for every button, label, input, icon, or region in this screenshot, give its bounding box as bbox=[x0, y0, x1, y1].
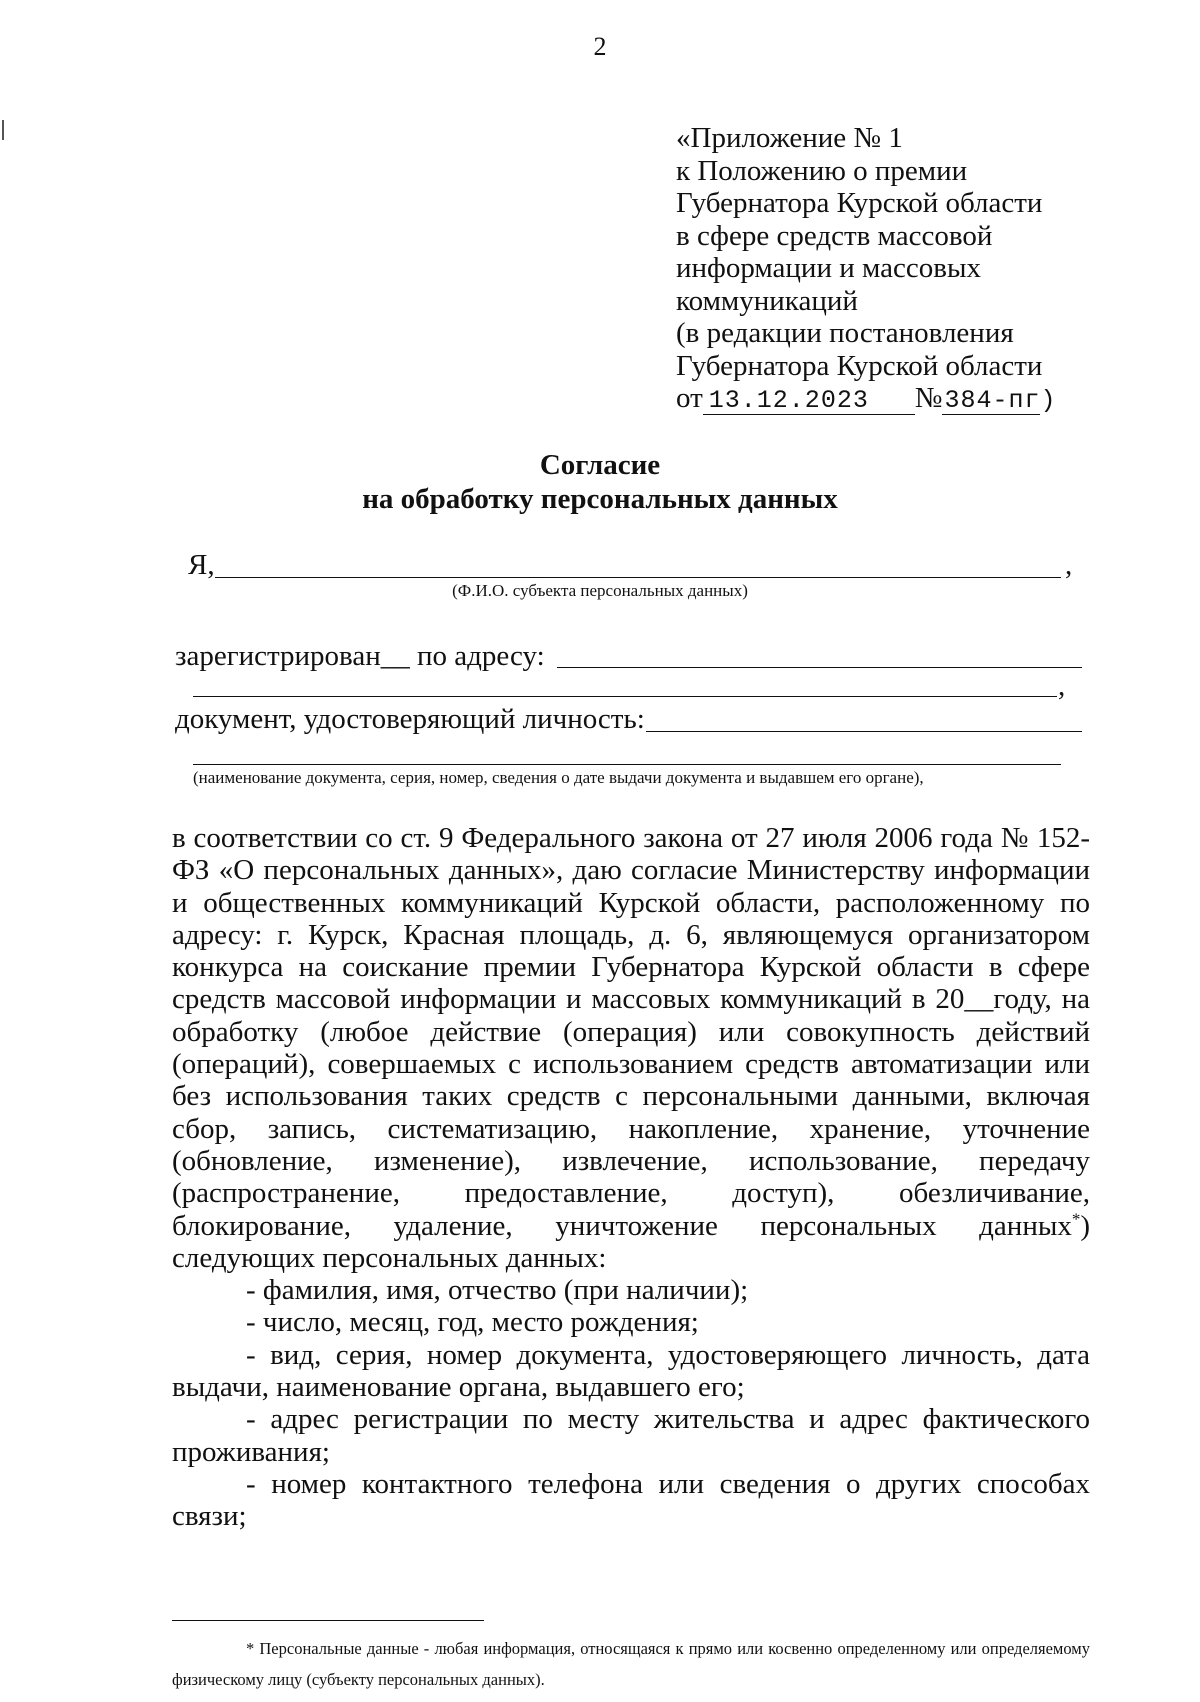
date-prefix: от bbox=[676, 382, 703, 414]
title-line-1: Согласие bbox=[539, 449, 661, 481]
registered-label: зарегистрирован__ по адресу: bbox=[175, 640, 545, 672]
document-label: документ, удостоверяющий личность: bbox=[175, 703, 645, 735]
appendix-header bbox=[676, 122, 1057, 418]
appendix-line: Губернатора Курской области bbox=[676, 187, 1043, 219]
appendix-line: в сфере средств массовой bbox=[676, 219, 993, 252]
appendix-date-line bbox=[676, 382, 1057, 418]
document-underline-2 bbox=[193, 764, 1061, 765]
consent-paragraph-end: ) следующих персональных данных: bbox=[172, 1209, 1090, 1274]
consent-paragraph bbox=[172, 822, 1090, 1274]
list-item: - адрес регистрации по месту жительства и адрес фактического проживания; bbox=[172, 1403, 1090, 1468]
address-comma: , bbox=[1058, 670, 1066, 702]
fio-underline bbox=[215, 577, 1061, 578]
appendix-line: Губернатора Курской области bbox=[676, 349, 1043, 382]
footnote bbox=[172, 1633, 1090, 1695]
page-number: 2 bbox=[593, 32, 607, 61]
appendix-line: «Приложение № 1 bbox=[676, 122, 903, 154]
footnote-separator bbox=[172, 1620, 484, 1621]
appendix-line: информации и массовых bbox=[676, 252, 981, 284]
consent-body bbox=[172, 822, 1090, 1533]
footnote-text: * Персональные данные - любая информация, относящаяся к прямо или косвенно определенному или определяемому физическому лицу (субъекту персональных данных). bbox=[172, 1639, 1090, 1689]
scan-edge-mark bbox=[2, 120, 4, 140]
document-underline bbox=[646, 731, 1082, 732]
list-item: - номер контактного телефона или сведения о других способах связи; bbox=[172, 1467, 1090, 1533]
footnote-mark: * bbox=[1071, 1208, 1081, 1228]
list-item: - число, месяц, год, место рождения; bbox=[246, 1306, 699, 1339]
fio-hint: (Ф.И.О. субъекта персональных данных) bbox=[452, 581, 748, 600]
document-hint: (наименование документа, серия, номер, сведения о дате выдачи документа и выдавшем его органе), bbox=[193, 768, 924, 787]
address-underline bbox=[557, 667, 1082, 668]
list-item: - вид, серия, номер документа, удостоверяющего личность, дата выдачи, наименование органа, выдавшего его; bbox=[172, 1338, 1090, 1404]
fio-comma: , bbox=[1065, 549, 1073, 581]
appendix-closing: ) bbox=[1040, 386, 1057, 415]
decree-date: 13.12.2023 bbox=[703, 388, 915, 415]
document-title bbox=[0, 448, 1200, 516]
appendix-line: (в редакции постановления bbox=[676, 317, 1014, 349]
title-line-2: на обработку персональных данных bbox=[362, 483, 838, 515]
appendix-line: к Положению о премии bbox=[676, 154, 968, 187]
appendix-line: коммуникаций bbox=[676, 284, 858, 317]
fio-label: Я, bbox=[188, 549, 215, 581]
decree-number: 384-пг bbox=[944, 386, 1041, 415]
consent-paragraph-text: в соответствии со ст. 9 Федерального закона от 27 июля 2006 года № 152-ФЗ «О персональных данных», даю согласие Министерству информации и общественных коммуникаций Курской области, расположенному по адресу: г. Курск, Красная площадь, д. 6, являющемуся организатором конкурса на соискание премии Губернатора Курской области в сфере средств массовой информации и массовых коммуникаций в 20__году, на обработку (любое действие (операция) или совокупность действий (операций), совершаемых с использованием средств автоматизации или без использования таких средств с персональными данными, включая сбор, запись, систематизацию, накопление, хранение, уточнение (обновление, изменение), извлечение, использование, передачу (распространение, предоставление, доступ), обезличивание, блокирование, удаление, уничтожение персональных данных bbox=[172, 822, 1090, 1242]
address-underline-2 bbox=[193, 696, 1057, 697]
number-prefix: № bbox=[914, 382, 943, 414]
list-item: - фамилия, имя, отчество (при наличии); bbox=[246, 1274, 749, 1307]
